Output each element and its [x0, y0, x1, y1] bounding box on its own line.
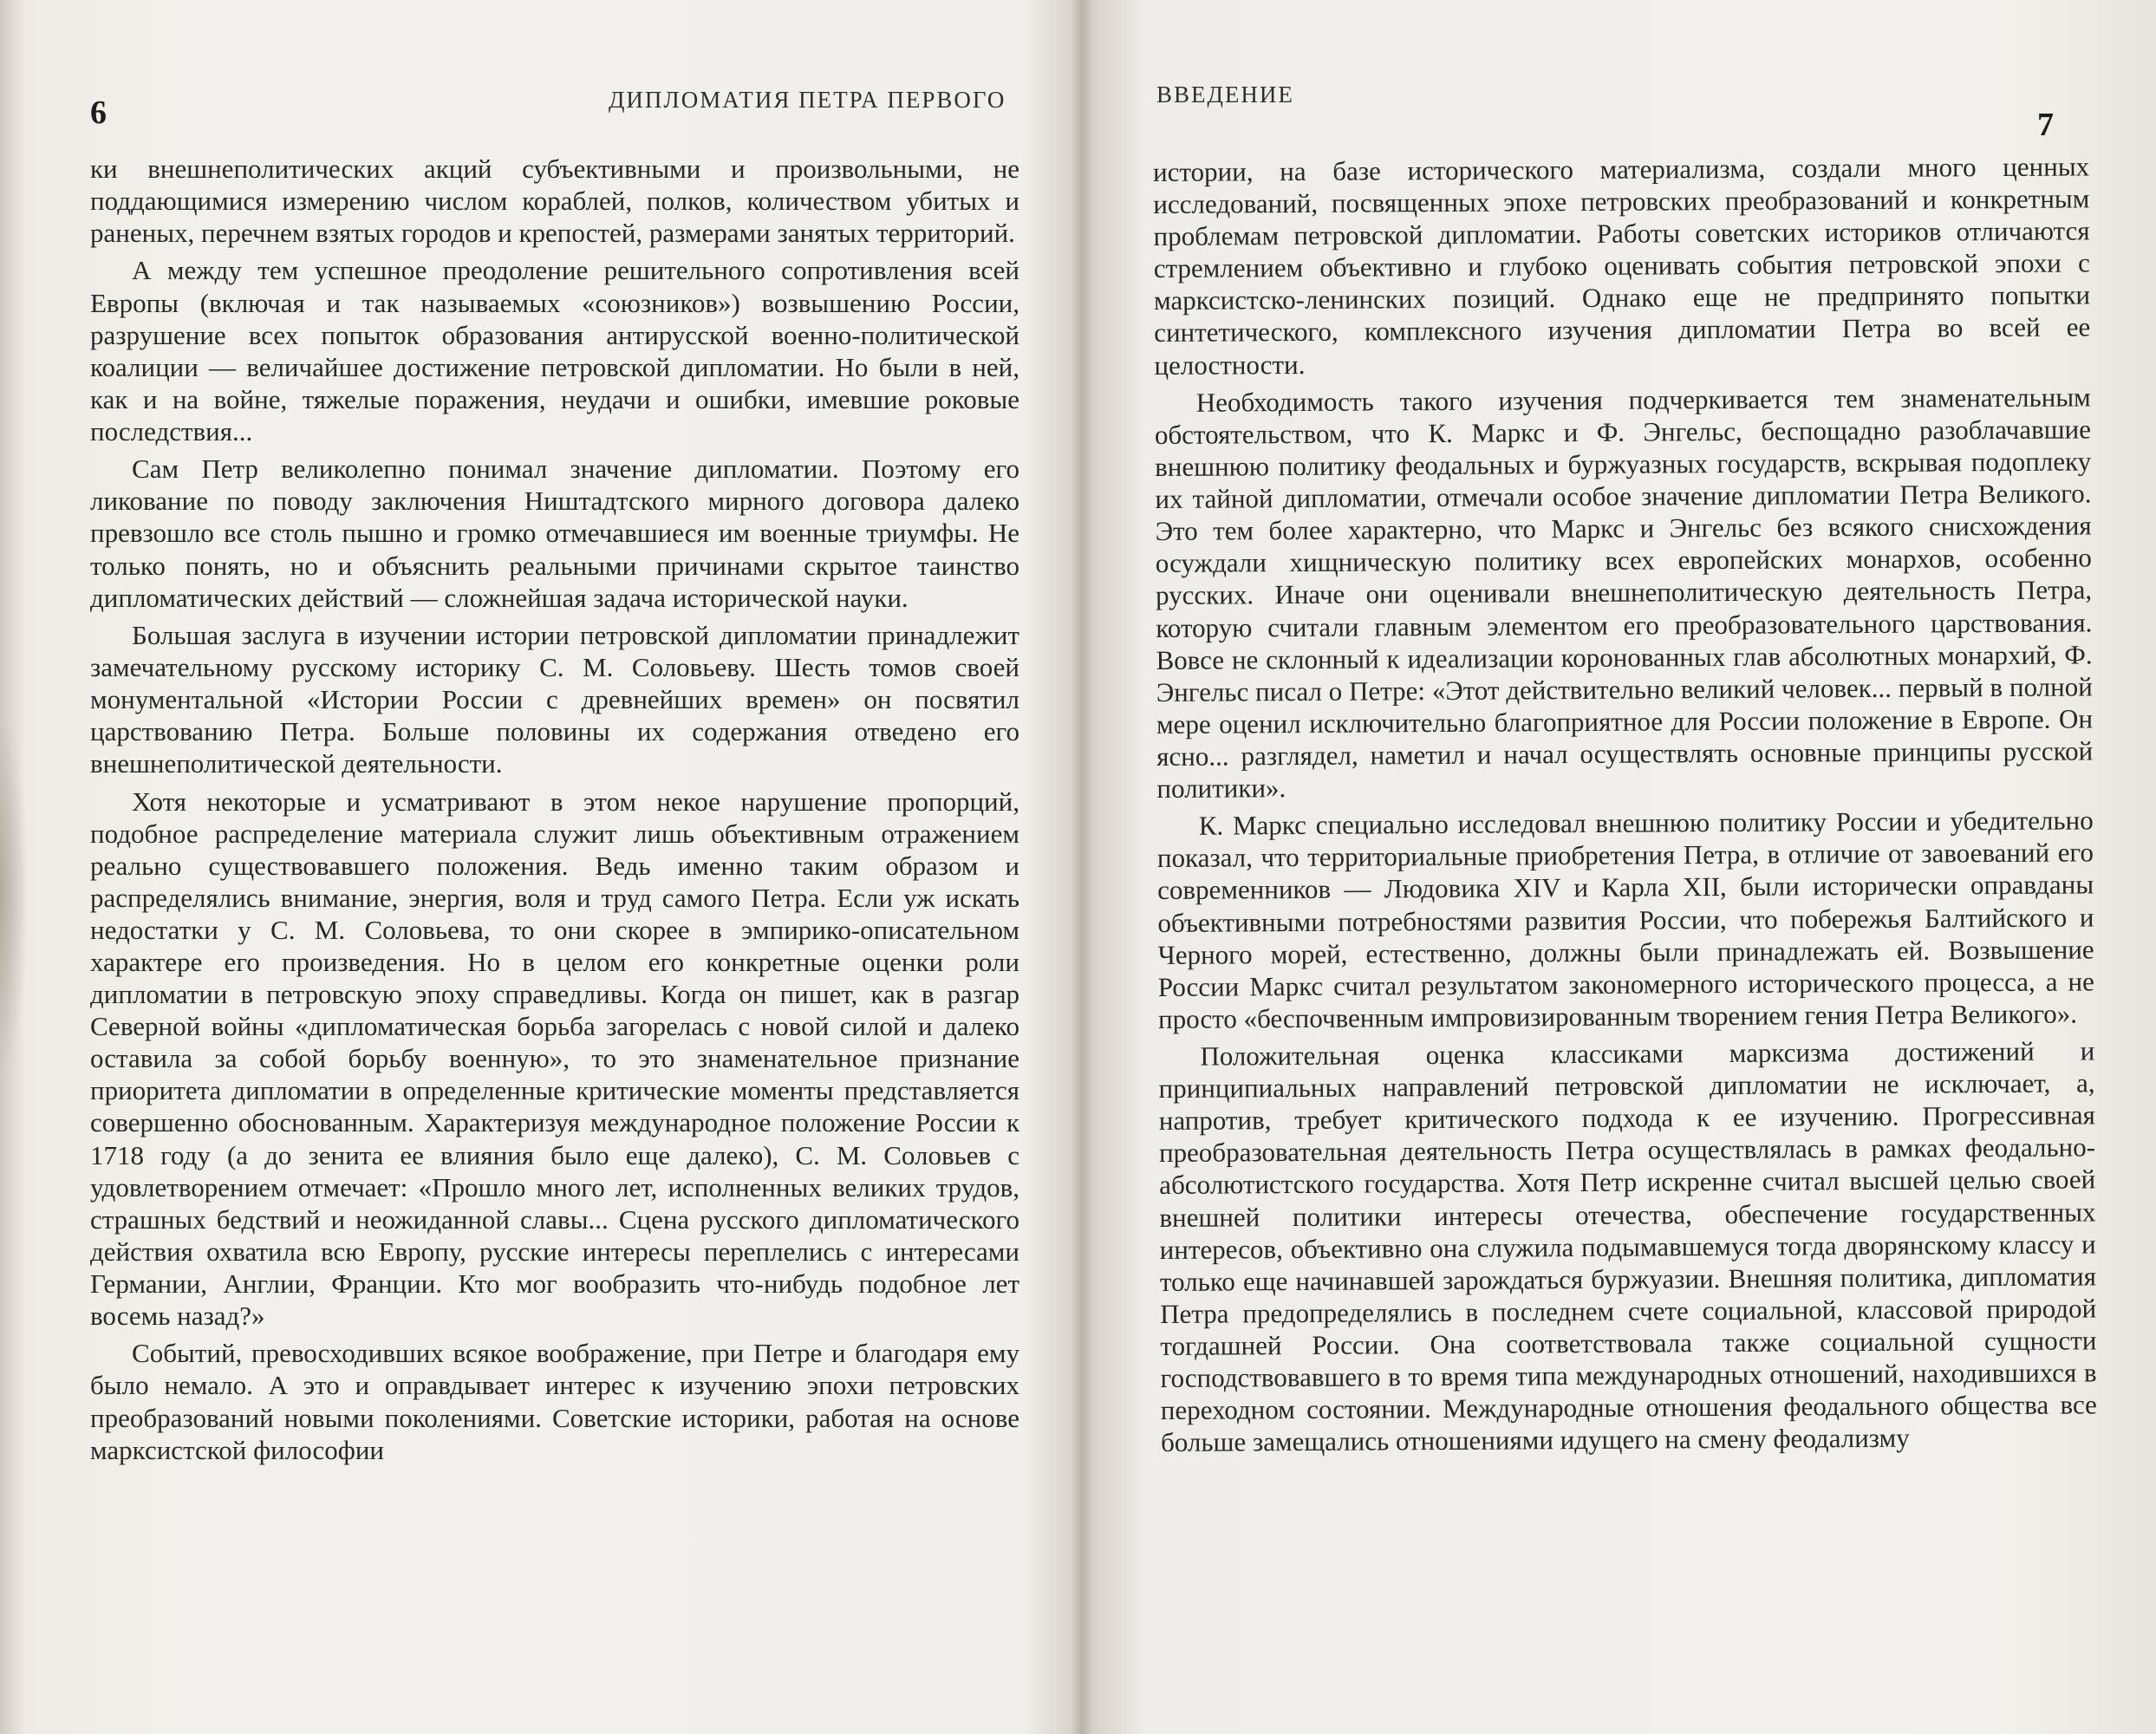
page-number: 6 [90, 95, 107, 131]
left-page [0, 0, 1075, 1734]
paragraph: Положительная оценка классиками марксизма достижений и принципиальных направлений петровской дипломатии не исключает, а, напротив, требует критического подхода к ее изучению. Прогрессивная преобразовательная деятельность Петра осуществлялась в рамках феодально-абсолютистского государства. Хотя Петр искренне считал высшей целью своей внешней политики интересы отечества, обеспечение государственных интересов, объективно она служила подымавшемуся тогда дворянскому классу и только еще начинавшей зарождаться буржуазии. Внешняя политика, дипломатия Петра предопределялись в последнем счете социальной, классовой природой тогдашней России. Она соответствовала также социальной сущности господствовавшего в то время типа международных отношений, находившихся в переходном состоянии. Международные отношения феодального общества все больше замещались отношениями идущего на смену феодализму [1158, 1035, 2097, 1458]
paragraph: Событий, превосходивших всякое воображение, при Петре и благодаря ему было немало. А это и оправдывает интерес к изучению эпохи петровских преобразований новыми поколениями. Советские историки, работая на основе марксистской философии [90, 1338, 1019, 1465]
body-text [90, 153, 1019, 1471]
paragraph: А между тем успешное преодоление решительного сопротивления всей Европы (включая и так называемых «союзников») возвышению России, разрушение всех попыток образования антирусской военно-политической коалиции — величайшее достижение петровской дипломатии. Но были в ней, как и на войне, тяжелые поражения, неудачи и ошибки, имевшие роковые последствия... [90, 255, 1019, 447]
running-head: ДИПЛОМАТИЯ ПЕТРА ПЕРВОГО [609, 87, 1006, 113]
paragraph: Большая заслуга в изучении истории петровской дипломатии принадлежит замечательному русскому историку С. М. Соловьеву. Шесть томов своей монументальной «Истории России с древнейших времен» он посвятил царствованию Петра. Больше половины их содержания отведено его внешнеполитической деятельности. [90, 619, 1019, 779]
right-page [1084, 0, 2156, 1734]
body-text [1153, 150, 2097, 1463]
paragraph: К. Маркс специально исследовал внешнюю политику России и убедительно показал, что территориальные приобретения Петра, в отличие от завоеваний его современников — Людовика XIV и Карла XII, были исторически оправданы объективными потребностями развития России, что побережья Балтийского и Черного морей, естественно, должны были принадлежать ей. Возвышение России Маркс считал результатом закономерного исторического процесса, а не просто «беспочвенным импровизированным творением гения Петра Великого». [1156, 805, 2094, 1034]
running-head: ВВЕДЕНИЕ [1156, 81, 1294, 108]
paragraph: ки внешнеполитических акций субъективными и произвольными, не поддающимися измерению числом кораблей, полков, количеством убитых и раненых, перечнем взятых городов и крепостей, размерами занятых территорий. [90, 153, 1019, 249]
paragraph: истории, на базе исторического материализма, создали много ценных исследований, посвященных эпохе петровских преобразований и конкретным проблемам петровской дипломатии. Работы советских историков отличаются стремлением объективно и глубоко оценивать события петровской эпохи с марксистско-ленинских позиций. Однако еще не предпринято попытки синтетического, комплексного изучения дипломатии Петра во всей ее целостности. [1153, 151, 2091, 381]
paragraph: Сам Петр великолепно понимал значение дипломатии. Поэтому его ликование по поводу заключения Ништадтского мирного договора далеко превзошло все столь пышно и громко отмечавшиеся им военные триумфы. Не только понять, но и объяснить реальными причинами скрытое таинство дипломатических действий — сложнейшая задача исторической науки. [90, 453, 1019, 613]
paragraph: Хотя некоторые и усматривают в этом некое нарушение пропорций, подобное распределение материала служит лишь объективным отражением реально существовавшего положения. Ведь именно таким образом и распределялись внимание, энергия, воля и труд самого Петра. Если уж искать недостатки у С. М. Соловьева, то они скорее в эмпирико-описательном характере его произведения. Но в целом его конкретные оценки роли дипломатии в петровскую эпоху справедливы. Когда он пишет, как в разгар Северной войны «дипломатическая борьба загорелась с новой силой и далеко оставила за собой борьбу военную», то это знаменательное признание приоритета дипломатии в определенные критические моменты представляется совершенно обоснованным. Характеризуя международное положение России к 1718 году (а до зенита ее влияния было еще далеко), С. М. Соловьев с удовлетворением отмечает: «Прошло много лет, исполненных великих трудов, страшных бедствий и неожиданной славы... Сцена русского дипломатического действия охватила всю Европу, русские интересы переплелись с интересами Германии, Англии, Франции. Кто мог вообразить что-нибудь подобное лет восемь назад?» [90, 786, 1019, 1332]
paragraph: Необходимость такого изучения подчеркивается тем знаменательным обстоятельством, что К. Маркс и Ф. Энгельс, беспощадно разоблачавшие внешнюю политику феодальных и буржуазных государств, вскрывая подоплеку их тайной дипломатии, отмечали особое значение дипломатии Петра Великого. Это тем более характерно, что Маркс и Энгельс без всякого снисхождения осуждали хищническую политику всех европейских монархов, особенно русских. Иначе они оценивали внешнеполитическую деятельность Петра, которую считали главным элементом его преобразовательного царствования. Вовсе не склонный к идеализации коронованных глав абсолютных монархий, Ф. Энгельс писал о Петре: «Этот действительно великий человек... первый в полной мере оценил исключительно благоприятное для России положение в Европе. Он ясно... разглядел, наметил и начал осуществлять основные принципы русской политики». [1154, 381, 2094, 804]
page-number: 7 [2037, 107, 2054, 143]
